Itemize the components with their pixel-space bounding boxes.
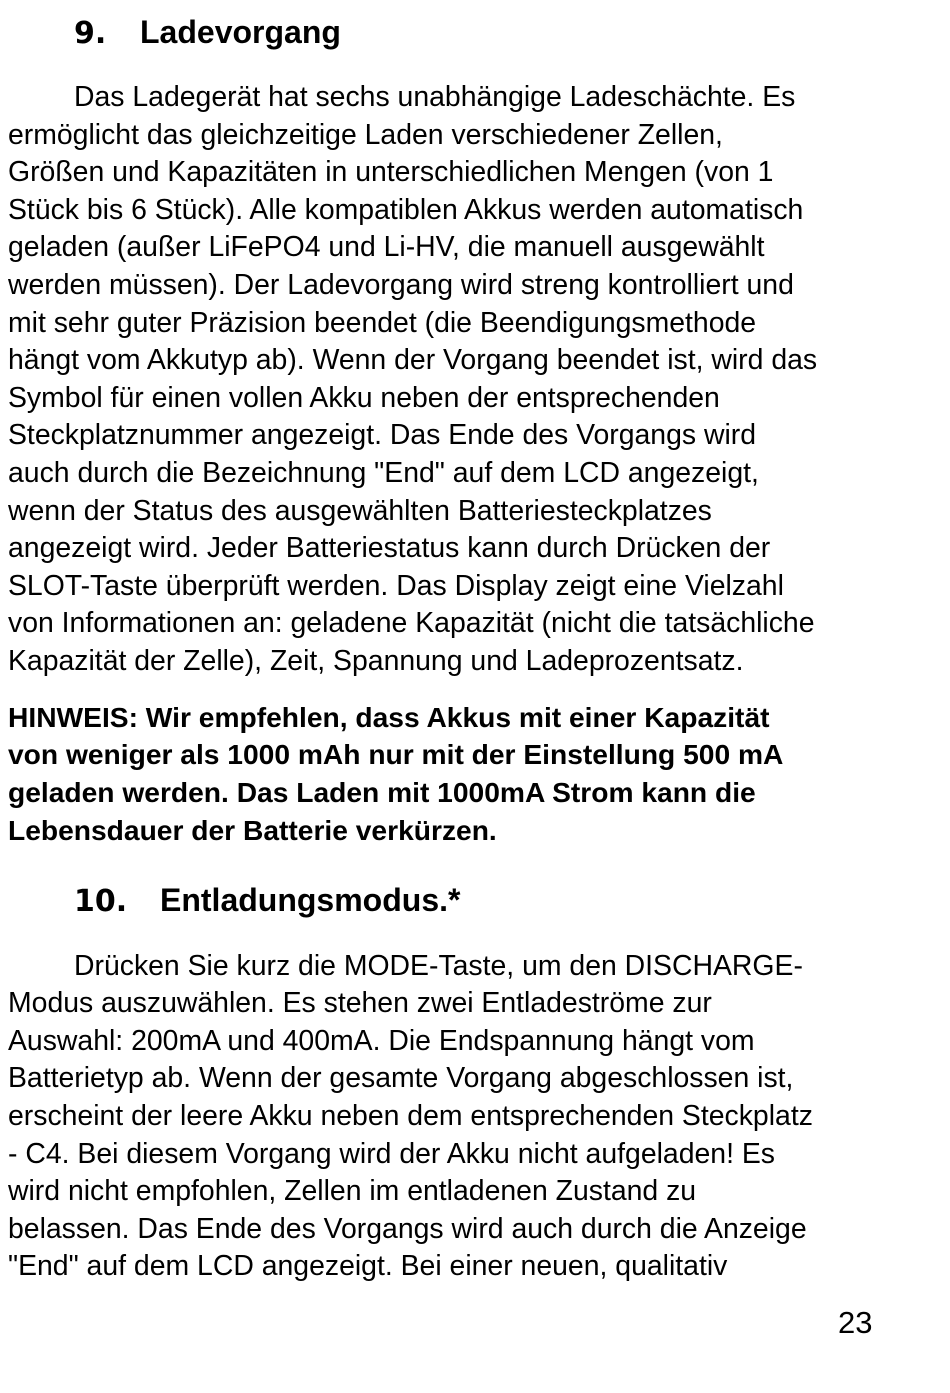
charging-note: [8, 699, 944, 850]
manual-page: [8, 10, 944, 1286]
section-9-number: 9.: [74, 16, 107, 51]
section-9-title: Ladevorgang: [140, 14, 341, 50]
section-9-paragraph: [8, 79, 944, 681]
paragraph-line: - C4. Bei diesem Vorgang wird der Akku nicht aufgeladen! Es: [8, 1137, 775, 1170]
paragraph-line: von Informationen an: geladene Kapazität (nicht die tatsächliche: [8, 607, 815, 640]
paragraph-line: belassen. Das Ende des Vorgangs wird auch durch die Anzeige: [8, 1212, 807, 1245]
section-9-heading: [8, 10, 944, 56]
paragraph-line: Modus auszuwählen. Es stehen zwei Entladeströme zur: [8, 987, 712, 1020]
paragraph-line: wenn der Status des ausgewählten Batteriesteckplatzes: [8, 494, 712, 527]
paragraph-line: auch durch die Bezeichnung "End" auf dem LCD angezeigt,: [8, 456, 759, 489]
section-10-paragraph: [8, 948, 944, 1286]
paragraph-line: hängt vom Akkutyp ab). Wenn der Vorgang beendet ist, wird das: [8, 344, 818, 377]
paragraph-line: Kapazität der Zelle), Zeit, Spannung und Ladeprozentsatz.: [8, 644, 744, 677]
paragraph-line: "End" auf dem LCD angezeigt. Bei einer neuen, qualitativ: [8, 1250, 728, 1283]
paragraph-line: Symbol für einen vollen Akku neben der entsprechenden: [8, 381, 720, 414]
paragraph-line: geladen (außer LiFePO4 und Li-HV, die manuell ausgewählt: [8, 231, 765, 264]
paragraph-line: Auswahl: 200mA und 400mA. Die Endspannung hängt vom: [8, 1024, 755, 1057]
paragraph-line: erscheint der leere Akku neben dem entsprechenden Steckplatz: [8, 1100, 813, 1133]
note-line: Lebensdauer der Batterie verkürzen.: [8, 813, 497, 846]
paragraph-line: Das Ladegerät hat sechs unabhängige Ladeschächte. Es: [74, 81, 796, 113]
paragraph-line: Stück bis 6 Stück). Alle kompatiblen Akkus werden automatisch: [8, 193, 804, 226]
section-10-title: Entladungsmodus.*: [160, 881, 461, 918]
section-10-number: 10.: [74, 883, 128, 919]
paragraph-line: mit sehr guter Präzision beendet (die Beendigungsmethode: [8, 306, 757, 339]
paragraph-line: wird nicht empfohlen, Zellen im entladenen Zustand zu: [8, 1175, 697, 1208]
page-number: 23: [838, 1305, 873, 1340]
paragraph-line: Drücken Sie kurz die MODE-Taste, um den DISCHARGE-: [74, 949, 803, 982]
paragraph-line: Batterietyp ab. Wenn der gesamte Vorgang abgeschlossen ist,: [8, 1062, 794, 1095]
paragraph-line: Steckplatznummer angezeigt. Das Ende des Vorgangs wird: [8, 419, 757, 452]
note-line: von weniger als 1000 mAh nur mit der Einstellung 500 mA: [8, 738, 784, 771]
paragraph-line: SLOT-Taste überprüft werden. Das Display zeigt eine Vielzahl: [8, 569, 784, 602]
paragraph-line: Größen und Kapazitäten in unterschiedlichen Mengen (von 1: [8, 156, 774, 189]
note-line: HINWEIS: Wir empfehlen, dass Akkus mit einer Kapazität: [8, 700, 770, 733]
paragraph-line: angezeigt wird. Jeder Batteriestatus kann durch Drücken der: [8, 532, 771, 565]
paragraph-line: ermöglicht das gleichzeitige Laden verschiedener Zellen,: [8, 118, 723, 151]
paragraph-line: werden müssen). Der Ladevorgang wird streng kontrolliert und: [8, 268, 794, 301]
note-line: geladen werden. Das Laden mit 1000mA Strom kann die: [8, 776, 756, 809]
section-10-heading: [8, 878, 944, 924]
